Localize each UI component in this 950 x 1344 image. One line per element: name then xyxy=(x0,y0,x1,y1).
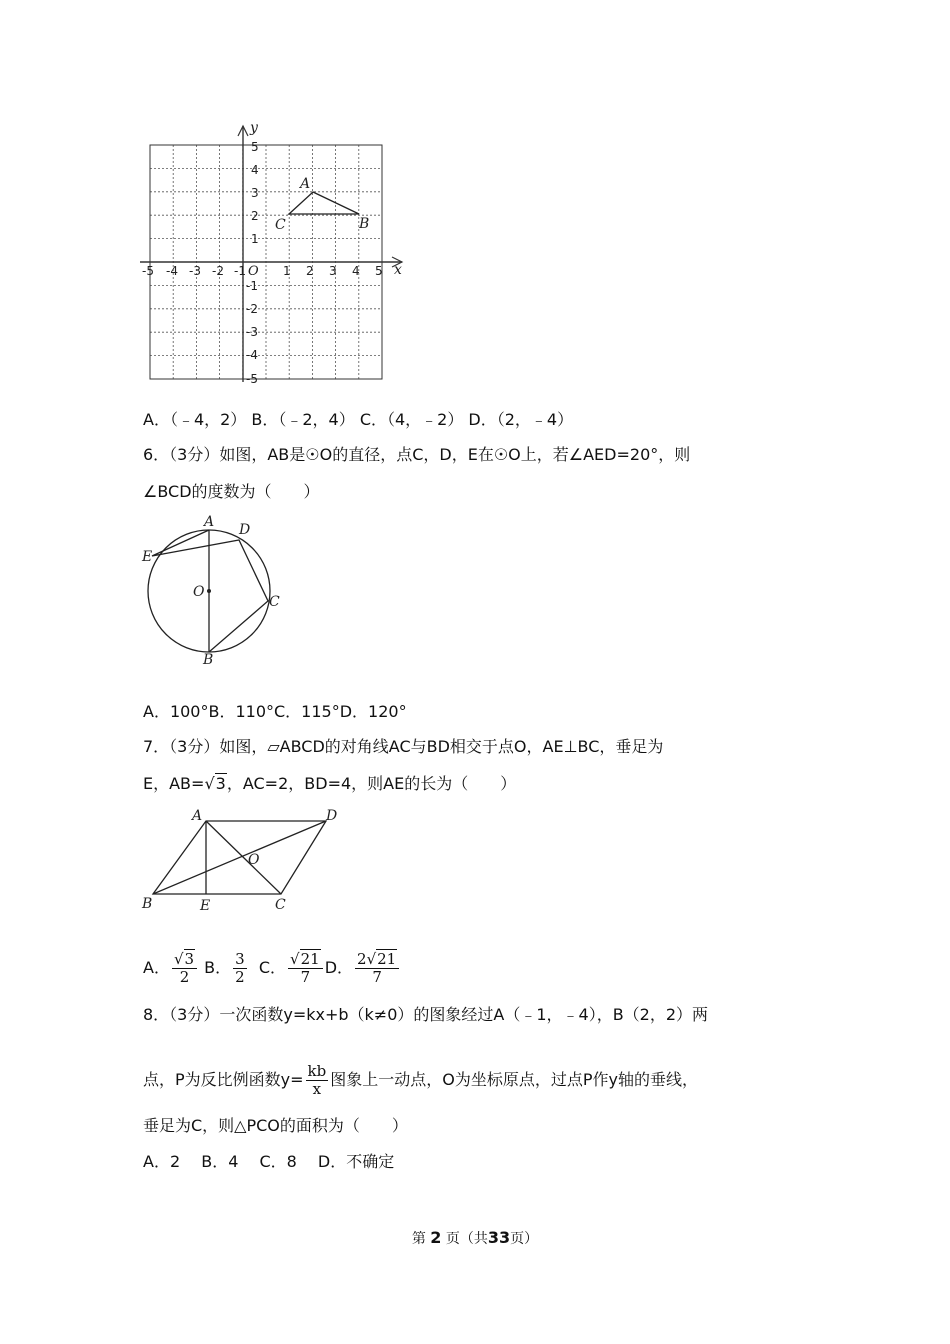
y-tick-label: 2 xyxy=(251,209,259,223)
center-dot xyxy=(207,589,211,593)
label-c: C xyxy=(269,594,280,610)
point-b-label: B xyxy=(359,216,370,232)
q7-option-b-label: B． xyxy=(204,958,232,977)
q6-options: A．100°B．110°C．115°D．120° xyxy=(143,702,407,721)
label-c: C xyxy=(275,897,286,913)
y-tick-label: -4 xyxy=(246,348,258,362)
y-tick-label: -2 xyxy=(246,302,258,316)
label-o: O xyxy=(193,584,205,600)
label-a: A xyxy=(192,808,203,824)
point-c-label: C xyxy=(275,217,286,233)
q8-stem-line1: 8．（3分）一次函数y=kx+b（k≠0）的图象经过A（﹣1，﹣4），B（2，2）两 xyxy=(143,1005,709,1024)
y-tick-label: 3 xyxy=(251,186,259,200)
q8-fraction-kb-x: $\frac{kb}{x}$ xyxy=(307,1062,327,1098)
parallelogram-figure xyxy=(140,806,350,914)
sqrt-3: √3 xyxy=(204,774,226,793)
x-tick-label: -2 xyxy=(212,264,224,278)
label-d: D xyxy=(326,808,338,824)
triangle-abc xyxy=(289,192,359,214)
x-tick-label: 2 xyxy=(306,264,314,278)
q6-stem-line2: ∠BCD的度数为（ ） xyxy=(143,482,320,501)
x-tick-label: -4 xyxy=(166,264,178,278)
q5-options: A．（﹣4，2） B．（﹣2，4） C．（4，﹣2） D．（2，﹣4） xyxy=(143,410,574,429)
label-o: O xyxy=(248,852,260,868)
label-d: D xyxy=(239,522,251,538)
y-tick-label: -1 xyxy=(246,279,258,293)
q7-line2-prefix: E，AB= xyxy=(143,774,205,793)
y-tick-label: 4 xyxy=(251,163,259,177)
q7-stem-line1: 7．（3分）如图，▱ABCD的对角线AC与BD相交于点O，AE⊥BC，垂足为 xyxy=(143,737,664,756)
x-tick-label: 4 xyxy=(352,264,360,278)
x-tick-label: 5 xyxy=(375,264,383,278)
q7-line2-suffix: ，AC=2，BD=4，则AE的长为（ ） xyxy=(226,774,517,793)
q7-option-c-frac: $\frac{√21}{7}$ xyxy=(288,951,323,986)
label-a: A xyxy=(204,514,215,530)
q8-line2-suffix: 图象上一动点，O为坐标原点，过点P作y轴的垂线， xyxy=(330,1070,698,1089)
label-b: B xyxy=(142,896,153,912)
q7-option-d-frac: $\frac{2√21}{7}$ xyxy=(355,951,399,986)
circle-figure xyxy=(140,512,290,670)
x-tick-label: 3 xyxy=(329,264,337,278)
x-axis-label: x xyxy=(394,262,402,278)
point-a-label: A xyxy=(300,176,311,192)
q7-option-d-label: D． xyxy=(324,958,354,977)
x-tick-label: 1 xyxy=(283,264,291,278)
y-tick-label: 1 xyxy=(251,232,259,246)
y-tick-label: -3 xyxy=(246,325,258,339)
q8-stem-line3: 垂足为C，则△PCO的面积为（ ） xyxy=(143,1116,408,1135)
q7-option-a-frac: $\frac{√3}{2}$ xyxy=(172,951,197,986)
page-number: 2 xyxy=(430,1228,442,1247)
q8-line2-prefix: 点，P为反比例函数y= xyxy=(143,1070,304,1089)
q7-stem-line2 xyxy=(143,773,516,795)
label-e: E xyxy=(200,898,211,914)
q7-option-a-label: A． xyxy=(143,958,170,977)
q7-option-c-label: C． xyxy=(258,958,287,977)
diagonal-ac xyxy=(206,821,281,894)
page-footer: 第 2 页（共33页） xyxy=(411,1228,539,1247)
q7-option-b-frac: $\frac{3}{2}$ xyxy=(235,950,245,986)
coordinate-grid-figure xyxy=(140,118,410,386)
y-tick-label: -5 xyxy=(246,372,258,386)
q8-stem-line2 xyxy=(143,1060,698,1100)
origin-label: O xyxy=(248,264,259,279)
q6-stem-line1: 6．（3分）如图，AB是☉O的直径，点C，D，E在☉O上，若∠AED=20°，则 xyxy=(143,445,691,464)
q7-options xyxy=(143,948,401,988)
y-axis-label: y xyxy=(250,120,258,136)
label-b: B xyxy=(203,652,214,668)
x-tick-label: -3 xyxy=(189,264,201,278)
page-total: 33 xyxy=(487,1228,511,1247)
label-e: E xyxy=(142,549,153,565)
x-tick-label: -1 xyxy=(234,264,246,278)
y-tick-label: 5 xyxy=(251,140,259,154)
x-tick-label: -5 xyxy=(142,264,154,278)
q8-options: A．2 B．4 C．8 D．不确定 xyxy=(143,1152,395,1171)
